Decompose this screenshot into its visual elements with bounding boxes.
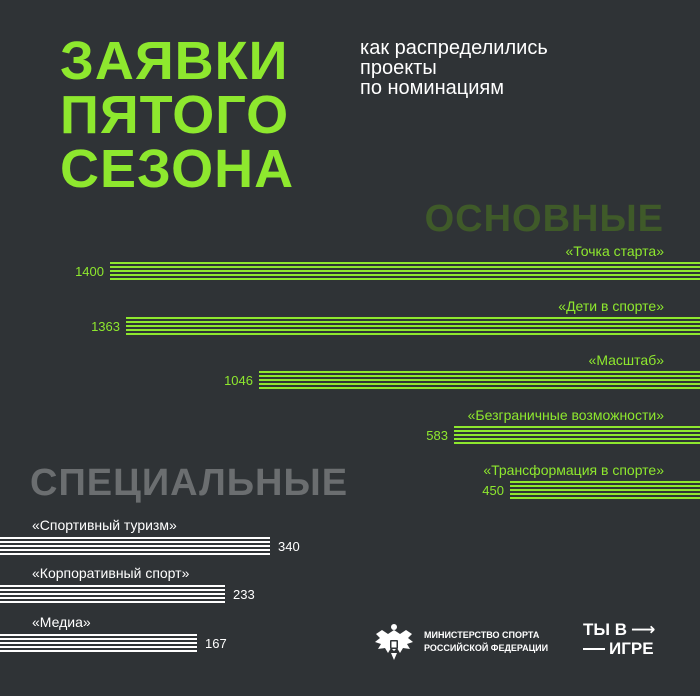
bar-stripe: [454, 430, 700, 432]
bar-label: «Безграничные возможности»: [467, 407, 664, 423]
bar-label: «Масштаб»: [588, 352, 664, 368]
bar-stripe: [126, 321, 700, 323]
bar-stripe: [0, 642, 197, 644]
bar-stripe: [0, 601, 225, 603]
bar-stripe: [259, 375, 700, 377]
bar-value: 450: [482, 483, 504, 498]
bar-value: 167: [205, 636, 227, 651]
bar-value: 1046: [224, 373, 253, 388]
bar-value: 1400: [75, 264, 104, 279]
bar: [259, 371, 700, 391]
bar-stripe: [110, 262, 700, 264]
bar: [110, 262, 700, 282]
subtitle-line-2: проекты: [360, 57, 437, 79]
bar-stripe: [510, 485, 700, 487]
bar-stripe: [0, 650, 197, 652]
ministry-line-2: РОССИЙСКОЙ ФЕДЕРАЦИИ: [424, 643, 549, 653]
bar-stripe: [454, 426, 700, 428]
bar-stripe: [110, 274, 700, 276]
bar-stripe: [0, 634, 197, 636]
page-title: [60, 31, 295, 199]
bar-stripe: [259, 387, 700, 389]
title-line-3: СЕЗОНА: [60, 139, 295, 199]
bar-label: «Трансформация в спорте»: [483, 462, 664, 478]
bar-label: «Спортивный туризм»: [32, 517, 177, 533]
bar: [126, 317, 700, 337]
bar-stripe: [454, 438, 700, 440]
bar-value: 340: [278, 539, 300, 554]
bar-stripe: [110, 278, 700, 280]
subtitle-line-3: по номинациям: [360, 77, 504, 99]
page-subtitle: [360, 38, 548, 98]
section-title-special: СПЕЦИАЛЬНЫЕ: [30, 462, 349, 504]
bar-label: «Корпоративный спорт»: [32, 565, 190, 581]
bar: [0, 585, 225, 605]
bar-value: 233: [233, 587, 255, 602]
bar-stripe: [0, 553, 270, 555]
bar-stripe: [126, 325, 700, 327]
bar-label: «Дети в спорте»: [558, 298, 664, 314]
bar-stripe: [0, 537, 270, 539]
bar: [510, 481, 700, 501]
brand-line-2: ИГРЕ: [609, 639, 654, 658]
bar-stripe: [0, 589, 225, 591]
bar-stripe: [110, 270, 700, 272]
bar-stripe: [454, 442, 700, 444]
bar-stripe: [0, 545, 270, 547]
bar-stripe: [126, 329, 700, 331]
bar: [0, 634, 197, 654]
bar-stripe: [0, 585, 225, 587]
bar-value: 1363: [91, 319, 120, 334]
bar-stripe: [0, 549, 270, 551]
bar-stripe: [454, 434, 700, 436]
bar-stripe: [0, 597, 225, 599]
ministry-line-1: МИНИСТЕРСТВО СПОРТА: [424, 630, 540, 640]
title-line-1: ЗАЯВКИ: [60, 31, 289, 91]
bar-stripe: [510, 497, 700, 499]
bar-label: «Точка старта»: [565, 243, 664, 259]
double-headed-eagle-icon: [372, 620, 416, 664]
bar-value: 583: [426, 428, 448, 443]
bar-stripe: [510, 489, 700, 491]
bar-stripe: [0, 541, 270, 543]
subtitle-line-1: как распределились: [360, 37, 548, 59]
ministry-logo: [372, 620, 548, 664]
bar-stripe: [0, 638, 197, 640]
bar-stripe: [126, 317, 700, 319]
bar-stripe: [110, 266, 700, 268]
bar: [454, 426, 700, 446]
bar-stripe: [259, 383, 700, 385]
dash-icon: [583, 648, 605, 650]
bar-stripe: [259, 371, 700, 373]
brand-line-1: ТЫ В: [583, 620, 628, 639]
bar: [0, 537, 270, 557]
bar-stripe: [510, 481, 700, 483]
bar-stripe: [0, 646, 197, 648]
arrow-right-icon: ⟶: [631, 620, 656, 639]
brand-logo: [583, 620, 655, 658]
bar-label: «Медиа»: [32, 614, 91, 630]
bar-stripe: [0, 593, 225, 595]
bar-stripe: [259, 379, 700, 381]
title-line-2: ПЯТОГО: [60, 85, 290, 145]
bar-stripe: [510, 493, 700, 495]
section-title-main: ОСНОВНЫЕ: [424, 198, 664, 240]
bar-stripe: [126, 333, 700, 335]
